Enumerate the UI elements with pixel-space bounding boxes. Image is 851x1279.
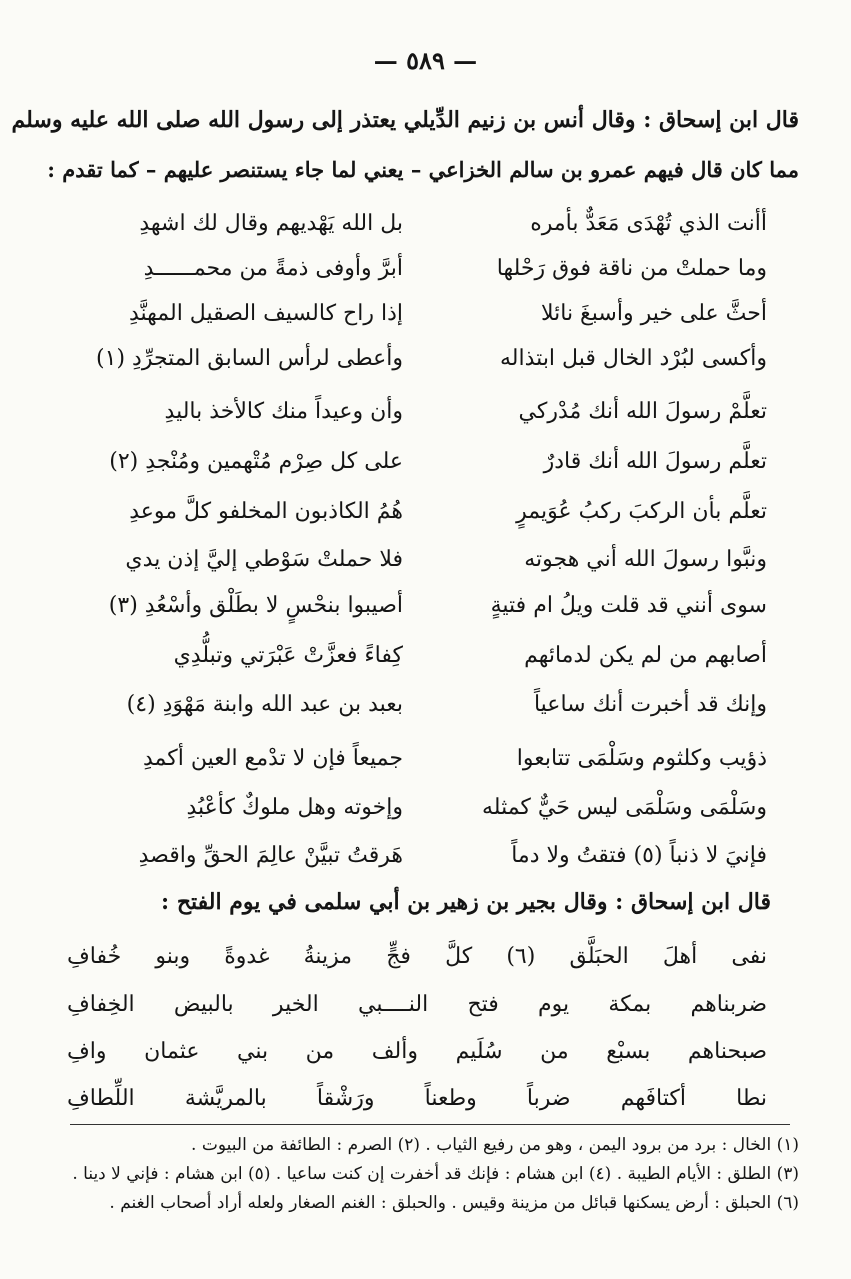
verse-second-hemistich: وأن وعيداً منك كالأخذ باليدِ	[164, 399, 403, 424]
verse-first-hemistich: وأكسى لبُرْد الخال قبل ابتذاله	[500, 346, 767, 371]
verse-second-hemistich: جميعاً فإن لا تدْمع العين أكمدِ	[143, 746, 403, 771]
verse-line: نطا أكتافَهم ضرباً وطعناً ورَشْقاً بالمريَّشة اللِّطافِ	[67, 1086, 767, 1111]
intro-line: مما كان قال فيهم عمرو بن سالم الخزاعي – يعني لما جاء يستنصر عليهم – كما تقدم :	[47, 157, 799, 182]
verse-first-hemistich: ذؤيب وكلثوم وسَلْمَى تتابعوا	[516, 746, 767, 771]
verse-first-hemistich: وما حملتْ من ناقة فوق رَحْلها	[496, 256, 767, 281]
footnote: (١) الخال : برد من برود اليمن ، وهو من رفيع الثياب . (٢) الصرم : الطائفة من البيوت .	[191, 1135, 799, 1155]
verse-second-hemistich: هُمُ الكاذبون المخلفو كلَّ موعدِ	[129, 499, 403, 524]
verse-second-hemistich: وإخوته وهل ملوكٌ كأعْبُدِ	[186, 795, 403, 820]
verse-second-hemistich: فلا حملتْ سَوْطي إليَّ إذن يدي	[125, 547, 403, 572]
intro-line: قال ابن إسحاق : وقال بجير بن زهير بن أبي سلمى في يوم الفتح :	[161, 889, 771, 915]
footnote-divider	[70, 1124, 790, 1125]
verse-second-hemistich: كِفاءً فعزَّتْ عَبْرَتي وتبلُّدِي	[173, 643, 403, 668]
verse-second-hemistich: هَرقتُ تبيَّنْ عالِمَ الحقِّ واقصدِ	[138, 843, 403, 868]
verse-first-hemistich: تعلَّم رسولَ الله أنك قادرٌ	[543, 449, 767, 474]
verse-first-hemistich: فإنيَ لا ذنباً (٥) فتقتُ ولا دماً	[511, 843, 767, 868]
verse-second-hemistich: بعبد بن عبد الله وابنة مَهْوَدِ (٤)	[126, 692, 403, 717]
verse-first-hemistich: وإنك قد أخبرت أنك ساعياً	[533, 692, 767, 717]
page-number: — ٥٨٩ —	[373, 46, 478, 75]
verse-first-hemistich: أحثَّ على خير وأسبغَ نائلا	[540, 301, 767, 326]
verse-second-hemistich: وأعطى لرأس السابق المتجرِّدِ (١)	[96, 346, 403, 371]
verse-first-hemistich: أأنت الذي تُهْدَى مَعَدٌّ بأمره	[530, 211, 767, 236]
verse-first-hemistich: وسَلْمَى وسَلْمَى ليس حَيٌّ كمثله	[481, 795, 767, 820]
footnote: (٦) الحبلق : أرض يسكنها قبائل من مزينة وقيس . والحبلق : الغنم الصغار ولعله أراد أصحاب الغنم .	[109, 1193, 799, 1213]
verse-first-hemistich: تعلَّمْ رسولَ الله أنك مُدْركي	[518, 399, 767, 424]
verse-line: نفى أهلَ الحبَلَّق (٦) كلَّ فجٍّ مزينةُ غدوةً وبنو خُفافِ	[67, 944, 767, 969]
verse-second-hemistich: أصيبوا بنحْسٍ لا بطَلْق وأسْعُدِ (٣)	[108, 593, 403, 618]
verse-first-hemistich: تعلَّم بأن الركبَ ركبُ عُوَيمرٍ	[516, 499, 767, 524]
intro-line: قال ابن إسحاق : وقال أنس بن زنيم الدِّيلي يعتذر إلى رسول الله صلى الله عليه وسلم	[11, 107, 799, 133]
footnote: (٣) الطلق : الأيام الطيبة . (٤) ابن هشام : فإنك قد أخفرت إن كنت ساعيا . (٥) ابن هشام : فإني لا دينا .	[72, 1164, 799, 1184]
verse-line: ضربناهم بمكة يوم فتح النــــبي الخير بالبيض الخِفافِ	[67, 992, 767, 1017]
verse-second-hemistich: على كل صِرْم مُتْهمين ومُنْجدِ (٢)	[109, 449, 403, 474]
verse-first-hemistich: ونبَّوا رسولَ الله أني هجوته	[524, 547, 767, 572]
verse-line: صبحناهم بسبْع من سُلَيم وألف من بني عثمان وافِ	[67, 1039, 767, 1064]
verse-second-hemistich: بل الله يَهْديهم وقال لك اشهدِ	[139, 211, 403, 236]
verse-first-hemistich: أصابهم من لم يكن لدمائهم	[524, 643, 767, 668]
verse-second-hemistich: إذا راح كالسيف الصقيل المهنَّدِ	[128, 301, 403, 326]
verse-first-hemistich: سوى أنني قد قلت ويلُ ام فتيةٍ	[490, 593, 767, 618]
verse-second-hemistich: أبرَّ وأوفى ذمةً من محمــــــدِ	[143, 256, 403, 281]
